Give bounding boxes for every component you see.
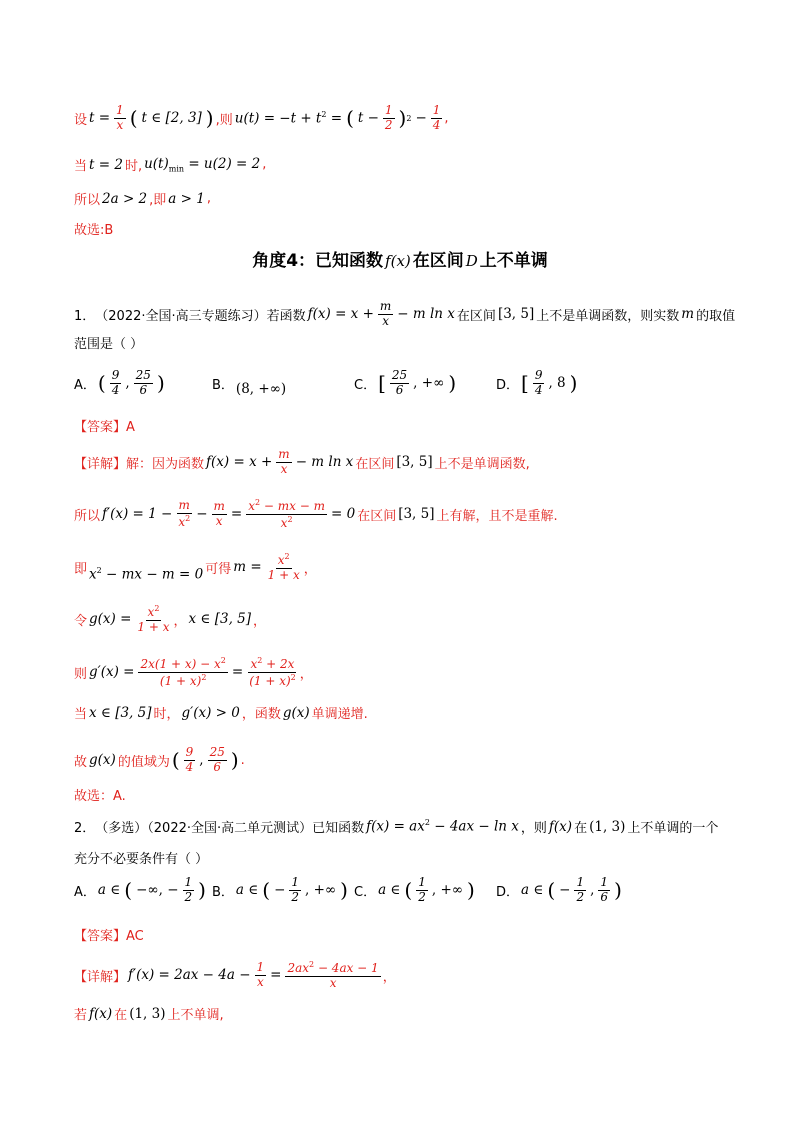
q1-solution-line-6: 当 x ∈ [3, 5] 时， g′(x) > 0 ，函数 g(x) 单调递增. [74, 704, 368, 722]
question-1-stem-cont: 范围是（ ） [74, 337, 144, 352]
answer-choice-line: 故选:B [74, 223, 114, 238]
solution-line-conclusion: 所以 2a > 2 ,即 a > 1 , [74, 190, 211, 208]
q1-answer-choice: 故选：A. [74, 789, 126, 804]
question-1-stem: 1． （2022·全国·高三专题练习）若函数 f(x) = x + $\frac{m}{x}$ − m ln x 在区间 [3, 5] 上不是单调函数，则实数 m 的取值 [74, 299, 736, 328]
q1-option-b[interactable]: B． (8, +∞) [212, 377, 287, 397]
q1-option-c[interactable]: C． [ $\frac{25}{6}$ , +∞ ) [354, 368, 457, 397]
q1-solution-line-2: 所以 f′(x) = 1 − $\frac{m}{x^2}$ − $\frac{m}{x}$ = $\frac{x^2 - mx - m}{x^2}$ = 0 在区间 [3, 5] 上有解，且不是重解. [74, 498, 558, 530]
question-2-stem: 2． （多选）（2022·全国·高二单元测试）已知函数 $f(x) = ax^2 - 4ax - \ln x$ ，则 f(x) 在 (1, 3) 上不单调的一个 [74, 818, 719, 836]
q1-solution-line-5: 则 g′(x) = $\frac{2x(1 + x) - x^2}{(1 + x)^2}$ = $\frac{x^2 + 2x}{(1 + x)^2}$ ， [74, 656, 313, 688]
q1-answer: 【答案】A [74, 420, 135, 435]
q2-answer: 【答案】AC [74, 929, 144, 944]
q2-solution-line-1: 【详解】 f′(x) = 2ax − 4a − $\frac{1}{x}$ = $\frac{2ax^2 - 4ax - 1}{x}$ ， [74, 960, 396, 990]
solution-line-min: 当 t = 2 时, $u(t)_{min} = u(2) = 2$ , [74, 155, 267, 174]
q2-solution-line-2: 若 f(x) 在 (1, 3) 上不单调, [74, 1005, 224, 1023]
q1-solution-line-3: 即 $x^2$ − mx − m = 0 可得 m = $\frac{x^2}{1 + x}$ ， [74, 552, 317, 583]
q2-option-c[interactable]: C． a ∈ ( $\frac{1}{2}$ , +∞ ) [354, 875, 475, 904]
q1-option-a[interactable]: A． ( $\frac{9}{4}$ , $\frac{25}{6}$ ) [74, 368, 165, 397]
q2-option-d[interactable]: D． a ∈ ( − $\frac{1}{2}$ , $\frac{1}{6}$ ) [496, 875, 622, 904]
question-2-stem-cont: 充分不必要条件有（ ） [74, 852, 209, 867]
solution-line-substitution: 设 t = $\frac{1}{x}$ ( t ∈ [2, 3] ) ,则 $u(t) = -t + t^2$ = ( t − $\frac{1}{2}$ ) 2 − $\frac{1}{4}$ , [74, 103, 449, 132]
q1-solution-line-1: 【详解】 解：因为函数 f(x) = x + $\frac{m}{x}$ − m ln x 在区间 [3, 5] 上不是单调函数, [74, 447, 530, 476]
q2-option-a[interactable]: A． a ∈ ( −∞, − $\frac{1}{2}$ ) [74, 875, 206, 904]
section-heading: 角度4：已知函数 f(x) 在区间 D 上不单调 [252, 251, 548, 271]
q1-option-d[interactable]: D． [ $\frac{9}{4}$ , 8 ) [496, 368, 578, 397]
q2-option-b[interactable]: B． a ∈ ( − $\frac{1}{2}$ , +∞ ) [212, 875, 348, 904]
q1-solution-line-4: 令 g(x) = $\frac{x^2}{1 + x}$ ， x ∈ [3, 5] ， [74, 604, 267, 634]
q1-solution-line-7: 故 g(x) 的值域为 ( $\frac{9}{4}$ , $\frac{25}{6}$ ) . [74, 745, 245, 774]
